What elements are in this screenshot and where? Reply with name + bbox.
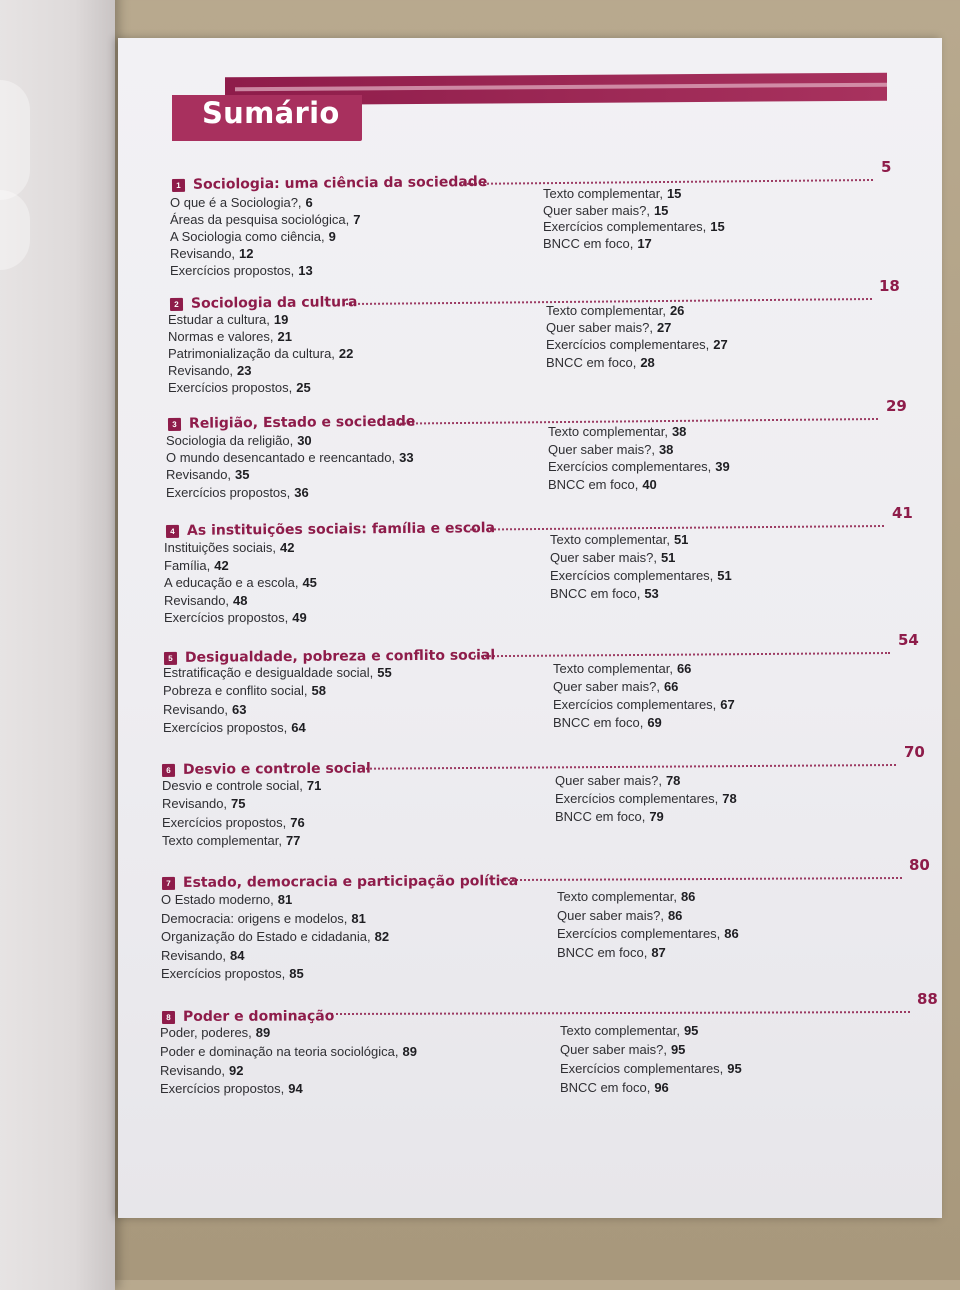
entry-page-number: 51	[660, 550, 676, 565]
entry-page-number: 36	[294, 484, 309, 500]
entry-page-number: 89	[255, 1025, 271, 1040]
entry-label: O que é a Sociologia?,	[170, 195, 302, 210]
entry-label: BNCC em foco,	[560, 1080, 651, 1095]
entry-page-number: 78	[665, 773, 681, 788]
entry-label: BNCC em foco,	[555, 809, 646, 825]
toc-entry[interactable]	[560, 1023, 742, 1042]
entry-label: A Sociologia como ciência,	[170, 229, 325, 244]
entry-label: Revisando,	[170, 246, 236, 261]
entries-left-column	[161, 892, 389, 985]
entry-label: BNCC em foco,	[550, 586, 641, 601]
entry-page-number: 86	[724, 926, 739, 942]
entries-right-column	[560, 1023, 742, 1099]
entry-label: Revisando,	[168, 363, 234, 378]
toc-entry[interactable]	[166, 485, 414, 502]
entry-label: Poder, poderes,	[160, 1025, 252, 1040]
chapter-page-number: 54	[898, 631, 919, 649]
toc-entry[interactable]	[166, 450, 414, 467]
entries-left-column	[170, 195, 360, 280]
entry-page-number: 17	[637, 236, 652, 252]
toc-entry[interactable]	[164, 558, 317, 576]
page-title: Sumário	[202, 96, 340, 130]
entry-label: A educação e a escola,	[164, 575, 299, 591]
entry-label: Quer saber mais?,	[555, 773, 662, 788]
entry-page-number: 86	[680, 889, 696, 904]
entry-label: Normas e valores,	[168, 329, 274, 344]
chapter-number-badge: 7	[162, 876, 175, 889]
entries-right-column	[548, 424, 730, 494]
entry-page-number: 23	[237, 363, 252, 378]
entry-page-number: 92	[229, 1062, 244, 1078]
entry-page-number: 22	[338, 346, 354, 361]
entry-label: Quer saber mais?,	[543, 202, 650, 218]
toc-entry[interactable]	[550, 568, 732, 586]
entries-left-column	[164, 540, 317, 628]
entry-page-number: 21	[277, 329, 292, 344]
entry-page-number: 66	[663, 679, 679, 694]
entry-page-number: 76	[290, 814, 305, 830]
entry-page-number: 9	[328, 229, 336, 244]
entry-label: BNCC em foco,	[548, 476, 639, 492]
toc-entry[interactable]	[550, 550, 732, 568]
toc-entry[interactable]	[560, 1061, 742, 1080]
chapter-title: Religião, Estado e sociedade	[188, 413, 416, 432]
chapter-heading[interactable]	[166, 517, 495, 542]
entry-page-number: 45	[302, 575, 317, 591]
toc-entry[interactable]	[164, 610, 317, 628]
chapter-page-number: 18	[879, 277, 900, 295]
entry-page-number: 81	[277, 892, 293, 907]
entries-right-column	[550, 532, 732, 604]
entry-label: Texto complementar,	[557, 889, 677, 904]
entry-label: Estratificação e desigualdade social,	[163, 665, 374, 680]
toc-entry[interactable]	[161, 911, 389, 930]
chapter-heading[interactable]	[168, 411, 416, 435]
chapter-page-number: 70	[904, 743, 925, 761]
entry-label: Patrimonialização da cultura,	[168, 346, 335, 361]
toc-entry[interactable]	[557, 908, 739, 927]
entry-page-number: 79	[649, 809, 664, 825]
toc-entry[interactable]	[553, 715, 735, 733]
entry-label: BNCC em foco,	[553, 715, 644, 730]
entry-page-number: 51	[673, 532, 689, 547]
entry-page-number: 42	[214, 557, 229, 573]
chapter-number-badge: 2	[170, 297, 183, 310]
toc-entry[interactable]	[548, 442, 730, 460]
entry-label: Estudar a cultura,	[168, 312, 270, 327]
entry-label: Exercícios propostos,	[170, 263, 295, 278]
entry-label: Pobreza e conflito social,	[163, 683, 308, 699]
toc-entry[interactable]	[553, 697, 735, 715]
entries-right-column	[555, 773, 737, 828]
entry-page-number: 33	[399, 450, 414, 466]
entry-page-number: 63	[232, 701, 247, 717]
entry-page-number: 30	[297, 433, 312, 448]
toc-entry[interactable]	[548, 459, 730, 477]
entry-page-number: 12	[239, 246, 254, 261]
entry-page-number: 95	[727, 1061, 742, 1076]
entry-label: BNCC em foco,	[546, 354, 637, 370]
entry-page-number: 69	[647, 715, 662, 730]
chapter-heading[interactable]	[162, 870, 518, 894]
chapter-number-badge: 4	[166, 524, 179, 537]
toc-entry[interactable]	[553, 679, 735, 697]
entry-label: Texto complementar,	[550, 532, 670, 547]
entry-page-number: 96	[654, 1080, 669, 1095]
toc-entry[interactable]	[161, 929, 389, 948]
entry-label: Revisando,	[163, 701, 229, 717]
toc-entry[interactable]	[168, 329, 353, 346]
toc-entry[interactable]	[557, 945, 739, 964]
entry-page-number: 13	[298, 263, 313, 278]
toc-entry[interactable]	[162, 796, 321, 814]
entry-page-number: 27	[713, 337, 728, 353]
entry-label: Exercícios complementares,	[550, 568, 714, 583]
chapter-title: Sociologia: uma ciência da sociedade	[192, 173, 488, 193]
entries-left-column	[163, 665, 392, 739]
entry-label: O mundo desencantado e reencantado,	[166, 450, 396, 466]
entry-label: Exercícios propostos,	[166, 484, 291, 500]
entry-page-number: 38	[658, 441, 674, 457]
entry-label: Quer saber mais?,	[557, 907, 664, 923]
entry-label: Áreas da pesquisa sociológica,	[170, 212, 350, 227]
entry-label: Sociologia da religião,	[166, 433, 294, 448]
entry-page-number: 53	[644, 586, 659, 601]
toc-entry[interactable]	[550, 532, 732, 550]
entry-label: Revisando,	[166, 467, 232, 483]
entry-label: Revisando,	[162, 796, 228, 812]
entry-page-number: 42	[280, 540, 295, 555]
toc-entry[interactable]	[168, 346, 353, 363]
toc-entry[interactable]	[557, 889, 739, 908]
toc-entry[interactable]	[546, 337, 728, 354]
entry-label: O Estado moderno,	[161, 892, 274, 907]
entry-label: Democracia: origens e modelos,	[161, 910, 348, 926]
chapter-number-badge: 5	[164, 651, 177, 664]
toc-entry[interactable]	[166, 433, 414, 450]
entry-label: Exercícios propostos,	[161, 966, 286, 981]
entry-page-number: 39	[715, 459, 730, 475]
toc-entry[interactable]	[170, 246, 360, 263]
entry-label: Quer saber mais?,	[553, 679, 660, 694]
entry-label: Revisando,	[164, 592, 230, 608]
entry-page-number: 64	[291, 720, 306, 736]
chapter-page-number: 41	[892, 504, 913, 522]
entry-page-number: 55	[377, 665, 392, 680]
entry-page-number: 49	[292, 610, 307, 626]
chapter-page-number: 5	[881, 158, 892, 176]
toc-entry[interactable]	[546, 303, 728, 320]
entry-label: Quer saber mais?,	[546, 320, 653, 336]
toc-entry[interactable]	[161, 948, 389, 967]
chapter-number-badge: 8	[162, 1010, 175, 1023]
entry-label: BNCC em foco,	[543, 236, 634, 252]
entry-page-number: 15	[710, 219, 725, 235]
entry-label: Texto complementar,	[553, 661, 673, 676]
entry-label: Exercícios propostos,	[168, 380, 293, 395]
toc-entry[interactable]	[546, 320, 728, 337]
toc-entry[interactable]	[164, 593, 317, 611]
chapter-page-number: 29	[886, 397, 907, 415]
entry-label: Organização do Estado e cidadania,	[161, 929, 371, 944]
entry-page-number: 95	[683, 1023, 699, 1038]
toc-entry[interactable]	[560, 1042, 742, 1061]
chapter-title: Sociologia da cultura	[190, 294, 358, 312]
chapter-title: As instituições sociais: família e escola	[186, 520, 496, 539]
entry-page-number: 48	[233, 592, 248, 608]
toc-entry[interactable]	[543, 219, 725, 236]
toc-entry[interactable]	[555, 791, 737, 809]
toc-entry[interactable]	[168, 380, 353, 397]
entry-label: Exercícios propostos,	[163, 720, 288, 736]
entry-label: BNCC em foco,	[557, 944, 648, 960]
entry-label: Texto complementar,	[560, 1023, 680, 1038]
entries-right-column	[553, 661, 735, 733]
entry-page-number: 84	[230, 947, 245, 963]
toc-entry[interactable]	[548, 424, 730, 442]
toc-entry[interactable]	[170, 212, 360, 229]
entry-label: Exercícios complementares,	[555, 791, 719, 807]
toc-entry[interactable]	[162, 833, 321, 851]
entry-label: Quer saber mais?,	[560, 1042, 667, 1057]
chapter-heading[interactable]	[172, 171, 488, 196]
toc-entry[interactable]	[162, 815, 321, 833]
toc-entry[interactable]	[163, 702, 392, 720]
entry-page-number: 7	[353, 212, 361, 227]
entry-label: Revisando,	[160, 1062, 226, 1078]
entry-page-number: 19	[273, 312, 289, 327]
chapter-number-badge: 6	[162, 763, 175, 776]
entry-label: Exercícios complementares,	[548, 459, 712, 475]
entry-page-number: 25	[296, 380, 311, 395]
toc-entry[interactable]	[166, 467, 414, 484]
entry-page-number: 86	[667, 907, 683, 923]
entry-page-number: 71	[306, 778, 322, 793]
entry-label: Revisando,	[161, 947, 227, 963]
toc-entry[interactable]	[543, 236, 725, 253]
toc-entry[interactable]	[543, 186, 725, 203]
toc-entry[interactable]	[160, 1081, 417, 1100]
entry-label: Texto complementar,	[543, 186, 663, 201]
entry-label: Texto complementar,	[162, 833, 282, 849]
chapter-title: Poder e dominação	[182, 1008, 335, 1025]
entries-left-column	[160, 1025, 417, 1100]
entry-page-number: 81	[351, 910, 366, 926]
chapter-title: Desvio e controle social	[182, 760, 371, 778]
entry-page-number: 27	[656, 320, 672, 336]
entry-label: Família,	[164, 557, 211, 573]
toc-entry[interactable]	[164, 540, 317, 558]
entry-page-number: 82	[374, 929, 390, 944]
toc-entry[interactable]	[550, 586, 732, 604]
toc-entry[interactable]	[168, 312, 353, 329]
toc-entry[interactable]	[170, 195, 360, 212]
entry-label: Quer saber mais?,	[550, 550, 657, 565]
toc-entry[interactable]	[161, 892, 389, 911]
toc-entry[interactable]	[543, 203, 725, 220]
left-page-edge	[0, 0, 115, 1290]
entry-page-number: 89	[402, 1043, 417, 1059]
entry-page-number: 38	[671, 424, 687, 439]
entry-page-number: 28	[640, 354, 655, 370]
entry-label: Exercícios complementares,	[543, 219, 707, 235]
entry-label: Exercícios propostos,	[164, 610, 289, 626]
entry-page-number: 51	[717, 568, 732, 583]
entry-label: Poder e dominação na teoria sociológica,	[160, 1043, 399, 1059]
entry-page-number: 35	[235, 467, 250, 483]
entry-label: Texto complementar,	[546, 303, 666, 318]
toc-entry[interactable]	[553, 661, 735, 679]
entry-label: Exercícios propostos,	[160, 1081, 285, 1097]
chapter-page-number: 88	[917, 990, 938, 1008]
entry-label: Exercícios complementares,	[546, 337, 710, 353]
entry-label: Quer saber mais?,	[548, 441, 655, 457]
entry-label: Exercícios complementares,	[553, 697, 717, 712]
chapter-title: Desigualdade, pobreza e conflito social	[184, 647, 496, 666]
entry-label: Exercícios complementares,	[557, 926, 721, 942]
toc-entry[interactable]	[555, 809, 737, 827]
entry-page-number: 95	[670, 1042, 686, 1057]
entry-page-number: 66	[676, 661, 692, 676]
entry-page-number: 40	[642, 476, 657, 492]
entries-left-column	[168, 312, 353, 397]
entries-right-column	[546, 303, 728, 372]
left-page-print-ghost	[0, 190, 30, 270]
toc-entry[interactable]	[555, 773, 737, 791]
entries-right-column	[557, 889, 739, 963]
entry-page-number: 26	[669, 303, 685, 318]
toc-entry[interactable]	[160, 1063, 417, 1082]
entry-page-number: 15	[666, 186, 682, 201]
toc-entry[interactable]	[162, 778, 321, 796]
toc-entry[interactable]	[546, 355, 728, 372]
toc-entry[interactable]	[160, 1044, 417, 1063]
toc-entry[interactable]	[164, 575, 317, 593]
chapter-number-badge: 3	[168, 417, 181, 430]
entries-left-column	[162, 778, 321, 852]
toc-entry[interactable]	[168, 363, 353, 380]
chapter-page-number: 80	[909, 856, 930, 874]
entry-page-number: 6	[305, 195, 313, 210]
entry-page-number: 75	[231, 796, 246, 812]
toc-entry[interactable]	[170, 229, 360, 246]
toc-entry[interactable]	[170, 263, 360, 280]
entry-label: Instituições sociais,	[164, 540, 276, 555]
entry-label: Texto complementar,	[548, 424, 668, 439]
entry-page-number: 94	[288, 1081, 303, 1097]
entry-label: Exercícios complementares,	[560, 1061, 724, 1076]
toc-entry[interactable]	[163, 683, 392, 701]
entry-label: Exercícios propostos,	[162, 814, 287, 830]
toc-entry[interactable]	[160, 1025, 417, 1044]
toc-entry[interactable]	[560, 1080, 742, 1099]
entry-label: Desvio e controle social,	[162, 778, 303, 793]
chapter-title: Estado, democracia e participação política	[182, 873, 519, 891]
entry-page-number: 85	[289, 966, 304, 981]
entry-page-number: 87	[651, 944, 666, 960]
entries-right-column	[543, 186, 725, 253]
toc-entry[interactable]	[161, 966, 389, 985]
entry-page-number: 78	[722, 791, 737, 807]
chapter-number-badge: 1	[172, 178, 185, 191]
toc-entry[interactable]	[548, 477, 730, 495]
entries-left-column	[166, 433, 414, 502]
entry-page-number: 67	[720, 697, 735, 712]
toc-entry[interactable]	[163, 665, 392, 683]
entry-page-number: 15	[653, 202, 669, 218]
toc-entry[interactable]	[557, 926, 739, 945]
entry-page-number: 77	[285, 833, 301, 849]
toc-entry[interactable]	[163, 720, 392, 738]
entry-page-number: 58	[311, 683, 326, 699]
